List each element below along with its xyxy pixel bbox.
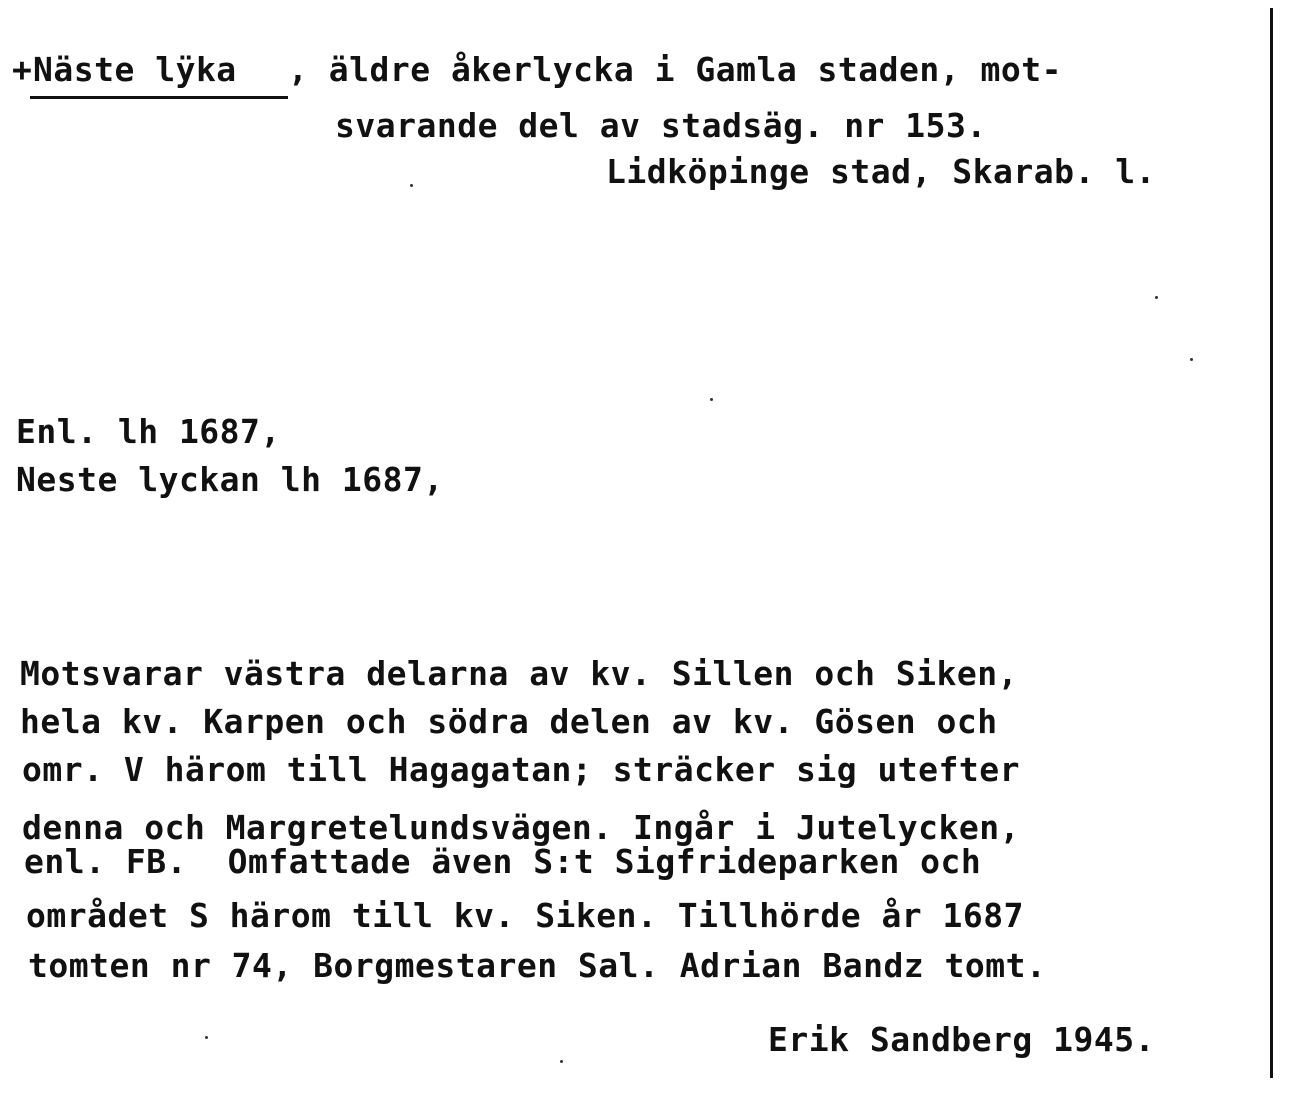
speck [710, 398, 713, 401]
signature: Erik Sandberg 1945. [768, 1020, 1155, 1059]
header-line-2: svarande del av stadsäg. nr 153. [335, 106, 987, 145]
header-line-3: Lidköpinge stad, Skarab. l. [606, 152, 1156, 191]
description-line-1: Motsvarar västra delarna av kv. Sillen och Siken, [20, 654, 1019, 693]
source-line-2: Neste lyckan lh 1687, [16, 460, 444, 499]
headword: Näste lÿka [33, 50, 237, 89]
speck [560, 1060, 563, 1063]
headword-underline [30, 96, 288, 99]
description-line-7: tomten nr 74, Borgmestaren Sal. Adrian Bandz tomt. [28, 946, 1047, 985]
source-line-1: Enl. lh 1687, [16, 412, 281, 451]
plus-mark: + [12, 50, 32, 89]
speck [1155, 296, 1158, 299]
header-line-1: , äldre åkerlycka i Gamla staden, mot- [288, 50, 1062, 89]
card-right-edge [1270, 8, 1273, 1078]
description-line-2: hela kv. Karpen och södra delen av kv. Gösen och [20, 702, 998, 741]
description-line-4: denna och Margretelundsvägen. Ingår i Jutelycken, [22, 808, 1021, 847]
description-line-3: omr. V härom till Hagagatan; sträcker sig utefter [22, 750, 1021, 789]
speck [410, 184, 413, 187]
speck [205, 1036, 208, 1039]
description-line-6: området S härom till kv. Siken. Tillhörde år 1687 [26, 896, 1025, 935]
speck [1190, 358, 1193, 361]
description-line-5: enl. FB. Omfattade även S:t Sigfrideparken och [24, 842, 982, 881]
